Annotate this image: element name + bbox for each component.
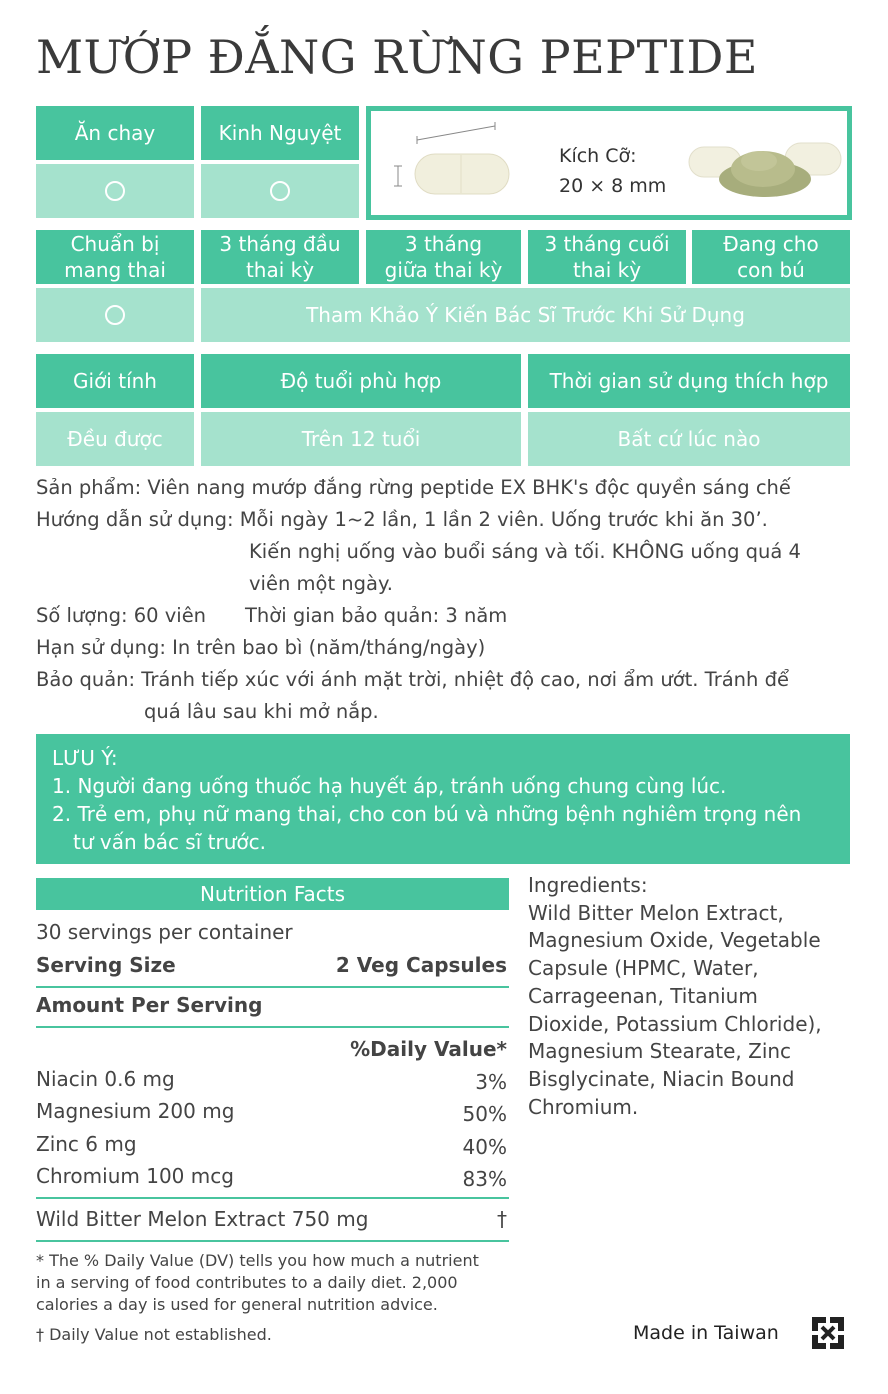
daily-value-header: %Daily Value* (350, 1037, 507, 1061)
serving-size-value: 2 Veg Capsules (335, 953, 507, 977)
note-item: 1. Người đang uống thuốc hạ huyết áp, tránh uống chung cùng lúc. (52, 774, 727, 798)
label-third-trimester: 3 tháng cuối thai kỳ (528, 230, 686, 284)
label-breastfeeding: Đang cho con bú (692, 230, 850, 284)
value-age: Trên 12 tuổi (201, 412, 521, 466)
capsule-powder-image (679, 113, 849, 213)
servings-per-container: 30 servings per container (36, 920, 293, 944)
capsule-size-box (366, 106, 852, 220)
info-expiry: Hạn sử dụng: In trên bao bì (năm/tháng/ngày) (36, 636, 486, 659)
divider (36, 986, 509, 988)
circle-ok-icon (105, 305, 125, 325)
ingredient-line: Capsule (HPMC, Water, (528, 956, 759, 981)
nutrition-facts-header: Nutrition Facts (36, 878, 509, 910)
note-item: 2. Trẻ em, phụ nữ mang thai, cho con bú và những bệnh nghiêm trọng nên (52, 802, 802, 826)
ingredient-line: Carrageenan, Titanium (528, 983, 758, 1008)
value-gender: Đều được (36, 412, 194, 466)
label-second-trimester: 3 tháng giữa thai kỳ (366, 230, 521, 284)
nutrient-dv: 50% (462, 1102, 507, 1126)
extract-amount: Wild Bitter Melon Extract 750 mg (36, 1207, 369, 1231)
info-product: Sản phẩm: Viên nang mướp đắng rừng peptide EX BHK's độc quyền sáng chế (36, 476, 791, 499)
nutrient-name: Chromium 100 mcg (36, 1164, 234, 1188)
divider (36, 1240, 509, 1242)
label-vegetarian: Ăn chay (36, 106, 194, 160)
circle-ok-icon (105, 181, 125, 201)
nutrient-name: Magnesium 200 mg (36, 1099, 235, 1123)
page-title: MƯỚP ĐẮNG RỪNG PEPTIDE (36, 30, 758, 84)
extract-dv: † (497, 1207, 507, 1231)
vegetarian-ok-cell (36, 164, 194, 218)
info-quantity: Số lượng: 60 viên (36, 604, 207, 627)
consult-doctor-cell: Tham Khảo Ý Kiến Bác Sĩ Trước Khi Sử Dụng (201, 288, 850, 342)
nutrient-name: Zinc 6 mg (36, 1132, 137, 1156)
nutrient-dv: 83% (462, 1167, 507, 1191)
dagger-footnote: † Daily Value not established. (36, 1325, 272, 1344)
capsule-size-label: Kích Cỡ: 20 × 8 mm (559, 145, 667, 197)
ingredient-line: Dioxide, Potassium Chloride), (528, 1011, 822, 1036)
note-heading: LƯU Ý: (52, 746, 118, 770)
ingredient-line: Bisglycinate, Niacin Bound (528, 1066, 795, 1091)
ingredient-line: Magnesium Oxide, Vegetable (528, 928, 821, 953)
warning-note-box (36, 734, 850, 864)
label-gender: Giới tính (36, 354, 194, 408)
nutrient-name: Niacin 0.6 mg (36, 1067, 175, 1091)
serving-size-label: Serving Size (36, 953, 176, 977)
info-usage-cont: viên một ngày. (249, 572, 393, 595)
menstruation-ok-cell (201, 164, 359, 218)
nutrient-dv: 3% (475, 1070, 507, 1094)
ingredient-line: Magnesium Stearate, Zinc (528, 1039, 792, 1064)
label-preparing-pregnancy: Chuẩn bị mang thai (36, 230, 194, 284)
amount-per-serving: Amount Per Serving (36, 993, 263, 1017)
note-item-cont: tư vấn bác sĩ trước. (73, 830, 266, 854)
label-usage-time: Thời gian sử dụng thích hợp (528, 354, 850, 408)
made-in-taiwan: Made in Taiwan (633, 1322, 779, 1344)
nutrient-dv: 40% (462, 1135, 507, 1159)
label-menstruation: Kinh Nguyệt (201, 106, 359, 160)
preparing-ok-cell (36, 288, 194, 342)
label-first-trimester: 3 tháng đầu thai kỳ (201, 230, 359, 284)
daily-value-footnote: * The % Daily Value (DV) tells you how much a nutrient in a serving of food contributes to a daily diet. 2,000 calories a day is used for general nutrition advice. (36, 1251, 479, 1314)
value-usage-time: Bất cứ lúc nào (528, 412, 850, 466)
info-storage-cont: quá lâu sau khi mở nắp. (144, 700, 379, 723)
circle-ok-icon (270, 181, 290, 201)
info-usage: Hướng dẫn sử dụng: Mỗi ngày 1~2 lần, 1 lần 2 viên. Uống trước khi ăn 30’. (36, 508, 768, 531)
recycle-icon (808, 1313, 848, 1353)
ingredient-line: Wild Bitter Melon Extract, (528, 900, 784, 925)
info-storage: Bảo quản: Tránh tiếp xúc với ánh mặt trời, nhiệt độ cao, nơi ẩm ướt. Tránh để (36, 668, 789, 691)
info-usage-cont: Kiến nghị uống vào buổi sáng và tối. KHÔNG uống quá 4 (249, 540, 801, 563)
label-age: Độ tuổi phù hợp (201, 354, 521, 408)
capsule-illustration (381, 116, 581, 216)
ingredients-heading: Ingredients: (528, 873, 648, 897)
ingredient-line: Chromium. (528, 1094, 639, 1119)
divider (36, 1197, 509, 1199)
info-shelf-life: Thời gian bảo quản: 3 năm (245, 604, 508, 627)
ingredients-block (528, 872, 848, 1121)
divider (36, 1026, 509, 1028)
